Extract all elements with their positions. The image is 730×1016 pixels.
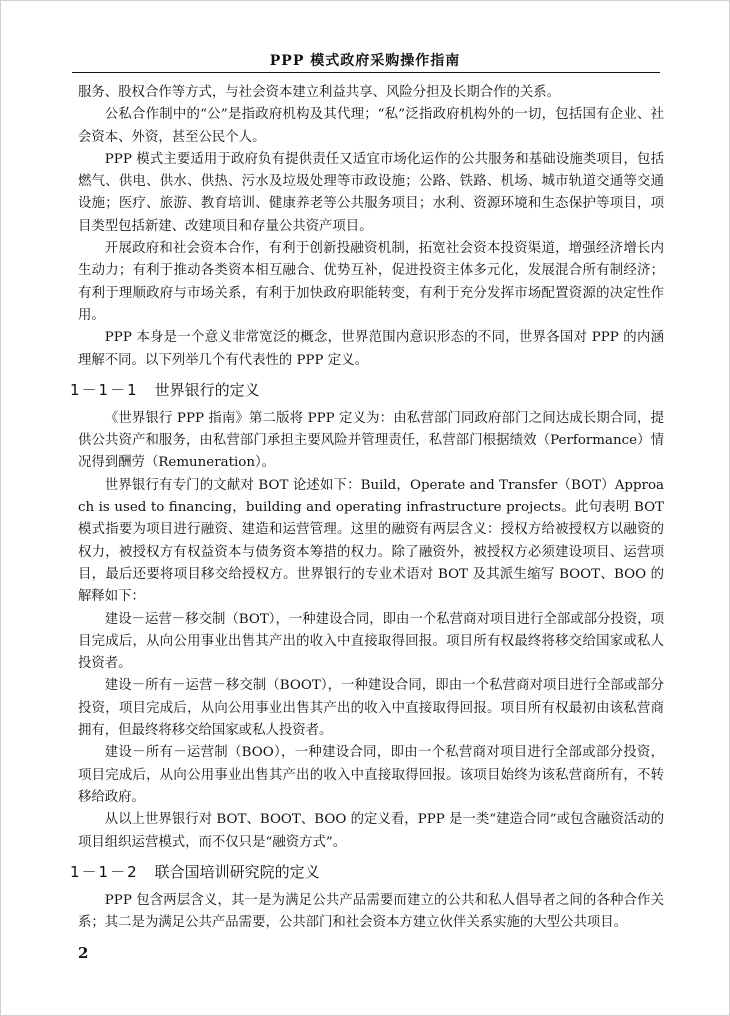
intro-paragraphs	[78, 82, 664, 372]
section-title: 联合国培训研究院的定义	[154, 862, 320, 881]
paragraph: PPP 包含两层含义，其一是为满足公共产品需要而建立的公共和私人倡导者之间的各种合作关系；其二是为满足公共产品需要，公共部门和社会资本方建立伙伴关系实施的大型公共项目。	[78, 892, 664, 931]
paragraph: 公私合作制中的“公”是指政府机构及其代理；“私”泛指政府机构外的一切，包括国有企业、社会资本、外资，甚至公民个人。	[78, 107, 664, 145]
paragraph: 开展政府和社会资本合作，有利于创新投融资机制，拓宽社会资本投资渠道，增强经济增长内生动力；有利于推动各类资本相互融合、优势互补，促进投资主体多元化，发展混合所有制经济；有利于理顺政府与市场关系，有利于加快政府职能转变，有利于充分发挥市场配置资源的决定性作用。	[78, 241, 664, 323]
section-number: 1－1－2	[70, 862, 139, 881]
page-number: 2	[78, 944, 89, 962]
section-number: 1－1－1	[70, 380, 139, 399]
section-unitar-paragraphs	[78, 890, 664, 935]
paragraph: 《世界银行 PPP 指南》第二版将 PPP 定义为：由私营部门同政府部门之间达成长期合同，提供公共资产和服务，由私营部门承担主要风险并管理责任，私营部门根据绩效（Performance）情况得到酬劳（Remuneration）。	[78, 410, 664, 471]
running-head: PPP 模式政府采购操作指南	[269, 53, 461, 69]
section-title: 世界银行的定义	[154, 380, 260, 399]
paragraph: 从以上世界银行对 BOT、BOOT、BOO 的定义看，PPP 是一类“建造合同”或包含融资活动的项目组织运营模式，而不仅只是“融资方式”。	[78, 812, 664, 850]
paragraph: PPP 模式主要适用于政府负有提供责任又适宜市场化运作的公共服务和基础设施类项目，包括燃气、供电、供水、供热、污水及垃圾处理等市政设施；公路、铁路、机场、城市轨道交通等交通设施；医疗、旅游、教育培训、健康养老等公共服务项目；水利、资源环境和生态保护等项目，项目类型包括新建、改建项目和存量公共资产项目。	[78, 151, 664, 234]
paragraph: 建设－运营－移交制（BOT），一种建设合同，即由一个私营商对项目进行全部或部分投资，项目完成后，从向公用事业出售其产出的收入中直接取得回报。项目所有权最终将移交给国家或私人投资者。	[78, 611, 664, 672]
section-heading-unitar	[70, 860, 664, 884]
paragraph: 服务、股权合作等方式，与社会资本建立利益共享、风险分担及长期合作的关系。	[78, 85, 561, 100]
section-world-bank-paragraphs	[78, 408, 664, 854]
header-rule	[72, 72, 660, 73]
paragraph: PPP 本身是一个意义非常宽泛的概念，世界范围内意识形态的不同，世界各国对 PPP 的内涵理解不同。以下列举几个有代表性的 PPP 定义。	[78, 330, 664, 368]
paragraph: 建设－所有－运营－移交制（BOOT），一种建设合同，即由一个私营商对项目进行全部或部分投资，项目完成后，从向公用事业出售其产出的收入中直接取得回报。项目所有权最初由该私营商拥有，但最终将移交给国家或私人投资者。	[78, 678, 664, 739]
paragraph: 建设－所有－运营制（BOO），一种建设合同，即由一个私营商对项目进行全部或部分投资，项目完成后，从向公用事业出售其产出的收入中直接取得回报。该项目始终为该私营商所有，不转移给政府。	[78, 745, 664, 805]
paragraph: 世界银行有专门的文献对 BOT 论述如下：Build，Operate and Transfer（BOT）Approach is used to financing，building and operating infrastructure projects。此句表明 BOT 模式指要为项目进行融资、建造和运营管理。这里的融资有两层含义：授权方给被授权方以融资的权力，被授权方有权益资本与债务资本筹措的权力。除了融资外，被授权方必须建设项目、运营项目，最后还要将项目移交给授权方。世界银行的专业术语对 BOT 及其派生缩写 BOOT、BOO 的解释如下：	[78, 477, 664, 605]
page-body	[70, 82, 664, 934]
section-heading-world-bank	[70, 378, 664, 402]
